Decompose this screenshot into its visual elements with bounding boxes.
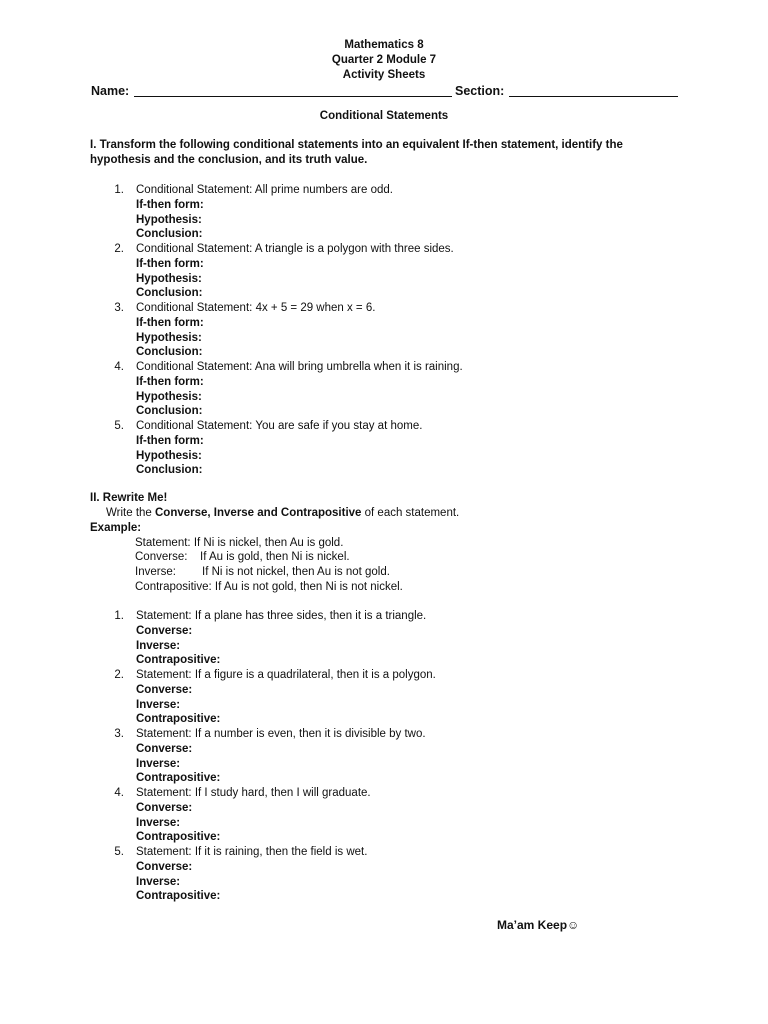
part2-instruction-post: of each statement. <box>361 507 460 519</box>
part1-instruction-line1: I. Transform the following conditional statements into an equivalent If-then statement, identify the <box>90 139 623 151</box>
part2-instruction-bold: Converse, Inverse and Contrapositive <box>155 507 362 519</box>
answer-label: If-then form: <box>136 375 204 388</box>
example-converse <box>135 551 187 563</box>
answer-label: Converse: <box>136 683 193 696</box>
item-number: 4. <box>114 787 124 799</box>
example-inverse-text: If Ni is not nickel, then Au is not gold. <box>202 566 390 578</box>
item-prefix: Conditional Statement: <box>136 184 253 196</box>
item-prefix: Conditional Statement: <box>136 420 253 432</box>
item-statement <box>136 669 436 681</box>
item-prefix: Statement: <box>136 728 192 740</box>
example-converse-label: Converse: <box>135 551 188 563</box>
sheet-title: Activity Sheets <box>342 69 426 81</box>
example-contrapositive-text: If Au is not gold, then Ni is not nickel. <box>214 581 403 593</box>
item-prefix: Statement: <box>136 787 192 799</box>
module-title: Quarter 2 Module 7 <box>331 54 437 66</box>
answer-label: Contrapositive: <box>136 890 221 903</box>
part2-instruction <box>106 507 459 519</box>
answer-label: Converse: <box>136 860 193 873</box>
item-statement <box>136 184 393 196</box>
item-statement <box>136 243 454 255</box>
worksheet-title: Conditional Statements <box>319 110 449 122</box>
answer-label: Inverse: <box>136 757 181 770</box>
part1-instruction-line2: hypothesis and the conclusion, and its truth value. <box>90 154 368 166</box>
answer-label: Inverse: <box>136 816 181 829</box>
answer-label: Inverse: <box>136 875 181 888</box>
item-text: If it is raining, then the field is wet. <box>194 846 368 858</box>
item-statement <box>136 787 371 799</box>
item-text: You are safe if you stay at home. <box>255 420 423 432</box>
answer-label: Contrapositive: <box>136 831 221 844</box>
item-statement <box>136 361 463 373</box>
answer-label: If-then form: <box>136 198 204 211</box>
answer-label: Contrapositive: <box>136 772 221 785</box>
item-number: 3. <box>114 728 124 740</box>
item-text: If a plane has three sides, then it is a triangle. <box>194 610 427 622</box>
section-label: Section: <box>455 84 505 98</box>
item-statement <box>136 728 426 740</box>
example-statement-label: Statement: <box>135 537 191 549</box>
answer-label: Conclusion: <box>136 287 203 300</box>
item-statement <box>136 420 422 432</box>
example-statement-text: If Ni is nickel, then Au is gold. <box>193 537 344 549</box>
item-statement <box>136 302 375 314</box>
item-text: A triangle is a polygon with three sides. <box>254 243 454 255</box>
item-prefix: Statement: <box>136 610 192 622</box>
answer-label: Hypothesis: <box>136 449 202 462</box>
name-label: Name: <box>91 84 130 98</box>
item-number: 4. <box>114 361 124 373</box>
item-prefix: Conditional Statement: <box>136 302 253 314</box>
item-number: 2. <box>114 669 124 681</box>
example-statement <box>135 537 343 549</box>
example-label: Example: <box>90 522 142 534</box>
item-text: If a figure is a quadrilateral, then it is a polygon. <box>194 669 436 681</box>
answer-label: Converse: <box>136 624 193 637</box>
answer-label: Hypothesis: <box>136 272 202 285</box>
item-prefix: Conditional Statement: <box>136 361 253 373</box>
answer-label: Conclusion: <box>136 228 203 241</box>
name-blank[interactable] <box>134 96 452 97</box>
answer-label: Conclusion: <box>136 346 203 359</box>
answer-label: Conclusion: <box>136 405 203 418</box>
answer-label: Contrapositive: <box>136 713 221 726</box>
answer-label: If-then form: <box>136 434 204 447</box>
example-contrapositive-label: Contrapositive: <box>135 581 212 593</box>
section-blank[interactable] <box>509 96 678 97</box>
answer-label: Converse: <box>136 801 193 814</box>
item-text: 4x + 5 = 29 when x = 6. <box>255 302 376 314</box>
example-converse-text: If Au is gold, then Ni is nickel. <box>200 551 350 563</box>
answer-label: Conclusion: <box>136 464 203 477</box>
item-number: 5. <box>114 420 124 432</box>
item-prefix: Statement: <box>136 846 192 858</box>
item-number: 3. <box>114 302 124 314</box>
part2-instruction-pre: Write the <box>106 507 155 519</box>
item-text: All prime numbers are odd. <box>254 184 393 196</box>
item-prefix: Statement: <box>136 669 192 681</box>
answer-label: If-then form: <box>136 316 204 329</box>
item-statement <box>136 610 426 622</box>
answer-label: Hypothesis: <box>136 213 202 226</box>
answer-label: Hypothesis: <box>136 331 202 344</box>
subject-title: Mathematics 8 <box>344 39 424 51</box>
item-number: 2. <box>114 243 124 255</box>
item-number: 5. <box>114 846 124 858</box>
example-inverse <box>135 566 176 578</box>
teacher-signature: Ma’am Keep☺ <box>497 918 580 932</box>
item-text: Ana will bring umbrella when it is raining. <box>254 361 463 373</box>
example-inverse-label: Inverse: <box>135 566 176 578</box>
item-text: If I study hard, then I will graduate. <box>194 787 371 799</box>
answer-label: Converse: <box>136 742 193 755</box>
answer-label: Inverse: <box>136 639 181 652</box>
answer-label: Hypothesis: <box>136 390 202 403</box>
part2-title: II. Rewrite Me! <box>90 492 168 504</box>
answer-label: If-then form: <box>136 257 204 270</box>
item-number: 1. <box>114 610 124 622</box>
answer-label: Contrapositive: <box>136 654 221 667</box>
item-statement <box>136 846 367 858</box>
example-contrapositive <box>135 581 403 593</box>
item-prefix: Conditional Statement: <box>136 243 253 255</box>
item-number: 1. <box>114 184 124 196</box>
item-text: If a number is even, then it is divisible by two. <box>194 728 426 740</box>
answer-label: Inverse: <box>136 698 181 711</box>
